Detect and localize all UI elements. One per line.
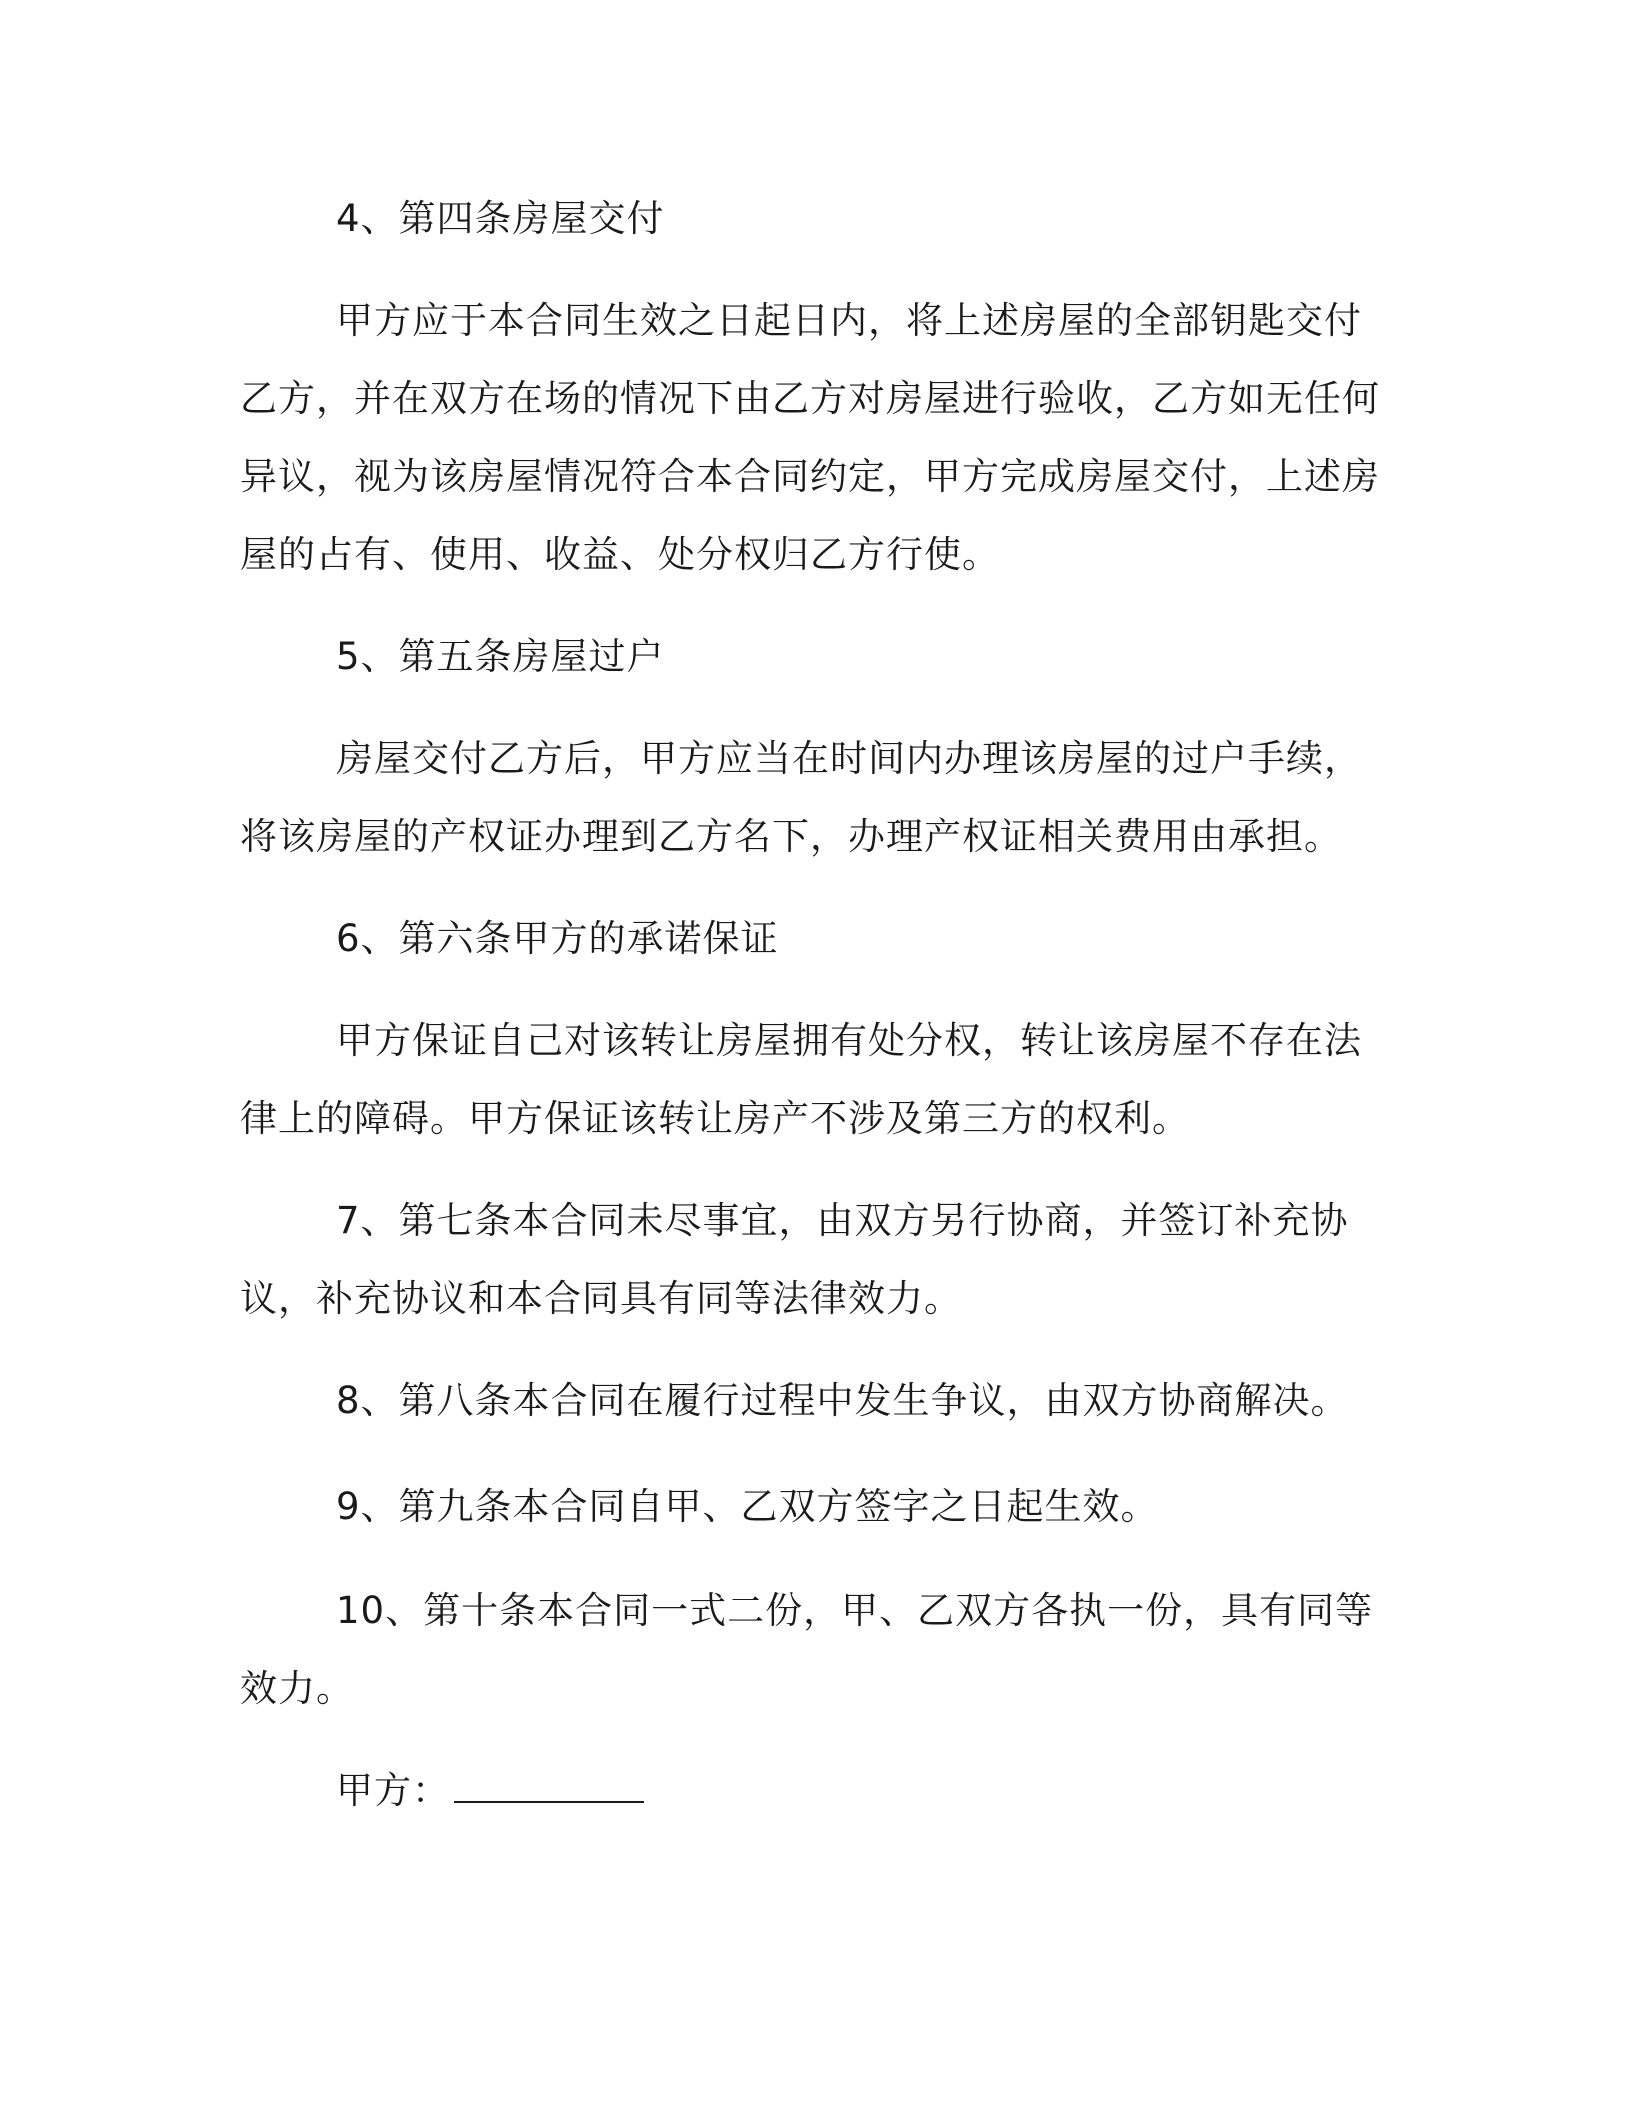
section-5-body: 房屋交付乙方后，甲方应当在时间内办理该房屋的过户手续，将该房屋的产权证办理到乙方名下，办理产权证相关费用由承担。 <box>240 737 1362 858</box>
section-6-body: 甲方保证自己对该转让房屋拥有处分权，转让该房屋不存在法律上的障碍。甲方保证该转让房产不涉及第三方的权利。 <box>240 1019 1362 1140</box>
section-4-body: 甲方应于本合同生效之日起日内，将上述房屋的全部钥匙交付乙方，并在双方在场的情况下由乙方对房屋进行验收，乙方如无任何异议，视为该房屋情况符合本合同约定，甲方完成房屋交付，上述房屋的占有、使用、收益、处分权归乙方行使。 <box>240 299 1380 576</box>
party-a-label: 甲方： <box>336 1769 450 1812</box>
section-10: 10、第十条本合同一式二份，甲、乙双方各执一份，具有同等效力。 <box>240 1589 1374 1710</box>
signature-party-a <box>336 1752 1390 1830</box>
party-a-signature-line <box>454 1771 644 1803</box>
section-8: 8、第八条本合同在履行过程中发生争议，由双方协商解决。 <box>336 1379 1349 1422</box>
section-6-heading: 6、第六条甲方的承诺保证 <box>336 917 779 960</box>
section-9: 9、第九条本合同自甲、乙双方签字之日起生效。 <box>336 1485 1159 1528</box>
section-4-heading: 4、第四条房屋交付 <box>336 197 665 240</box>
section-5-heading: 5、第五条房屋过户 <box>336 635 665 678</box>
section-7: 7、第七条本合同未尽事宜，由双方另行协商，并签订补充协议，补充协议和本合同具有同等法律效力。 <box>240 1199 1349 1320</box>
